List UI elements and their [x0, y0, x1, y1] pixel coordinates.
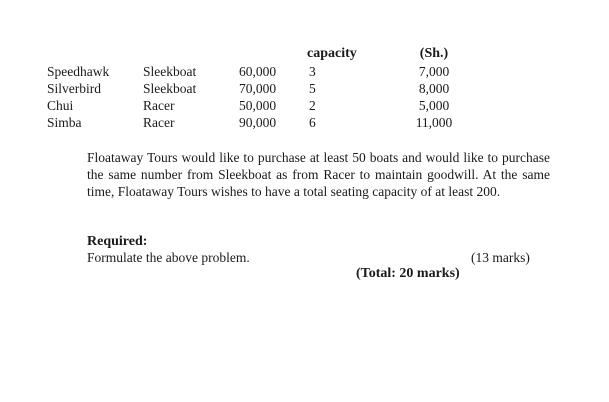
- boat-name: Speedhawk: [47, 64, 110, 79]
- boat-manufacturer: Racer: [143, 98, 175, 113]
- total-marks: (Total: 20 marks): [356, 266, 460, 281]
- header-cost: (Sh.): [419, 46, 449, 61]
- boat-manufacturer: Racer: [143, 115, 175, 130]
- boat-capacity: 3: [309, 64, 316, 79]
- boat-cost: 11,000: [415, 115, 453, 130]
- marks-label: (13 marks): [471, 250, 530, 265]
- required-task: Formulate the above problem.: [87, 250, 250, 265]
- boat-price: 70,000: [239, 81, 277, 96]
- boat-price: 50,000: [239, 98, 277, 113]
- boat-price: 90,000: [239, 115, 277, 130]
- boat-capacity: 2: [309, 98, 316, 113]
- boat-cost: 7,000: [418, 64, 450, 79]
- problem-paragraph: Floataway Tours would like to purchase at least 50 boats and would like to purchase the same number from Sleekboat as from Racer to maintain goodwill. At the same time, Floataway Tours wishes to have a total seating capacity of at least 200.: [87, 150, 550, 199]
- boat-price: 60,000: [239, 64, 277, 79]
- boat-capacity: 6: [309, 115, 316, 130]
- boat-name: Simba: [47, 115, 82, 130]
- boat-cost: 8,000: [418, 81, 450, 96]
- header-capacity: capacity: [307, 46, 357, 61]
- boat-name: Chui: [47, 98, 74, 113]
- required-heading: Required:: [87, 234, 148, 249]
- boat-name: Silverbird: [47, 81, 101, 96]
- boat-cost: 5,000: [418, 98, 450, 113]
- boat-manufacturer: Sleekboat: [143, 81, 197, 96]
- boat-manufacturer: Sleekboat: [143, 64, 197, 79]
- boat-capacity: 5: [309, 81, 316, 96]
